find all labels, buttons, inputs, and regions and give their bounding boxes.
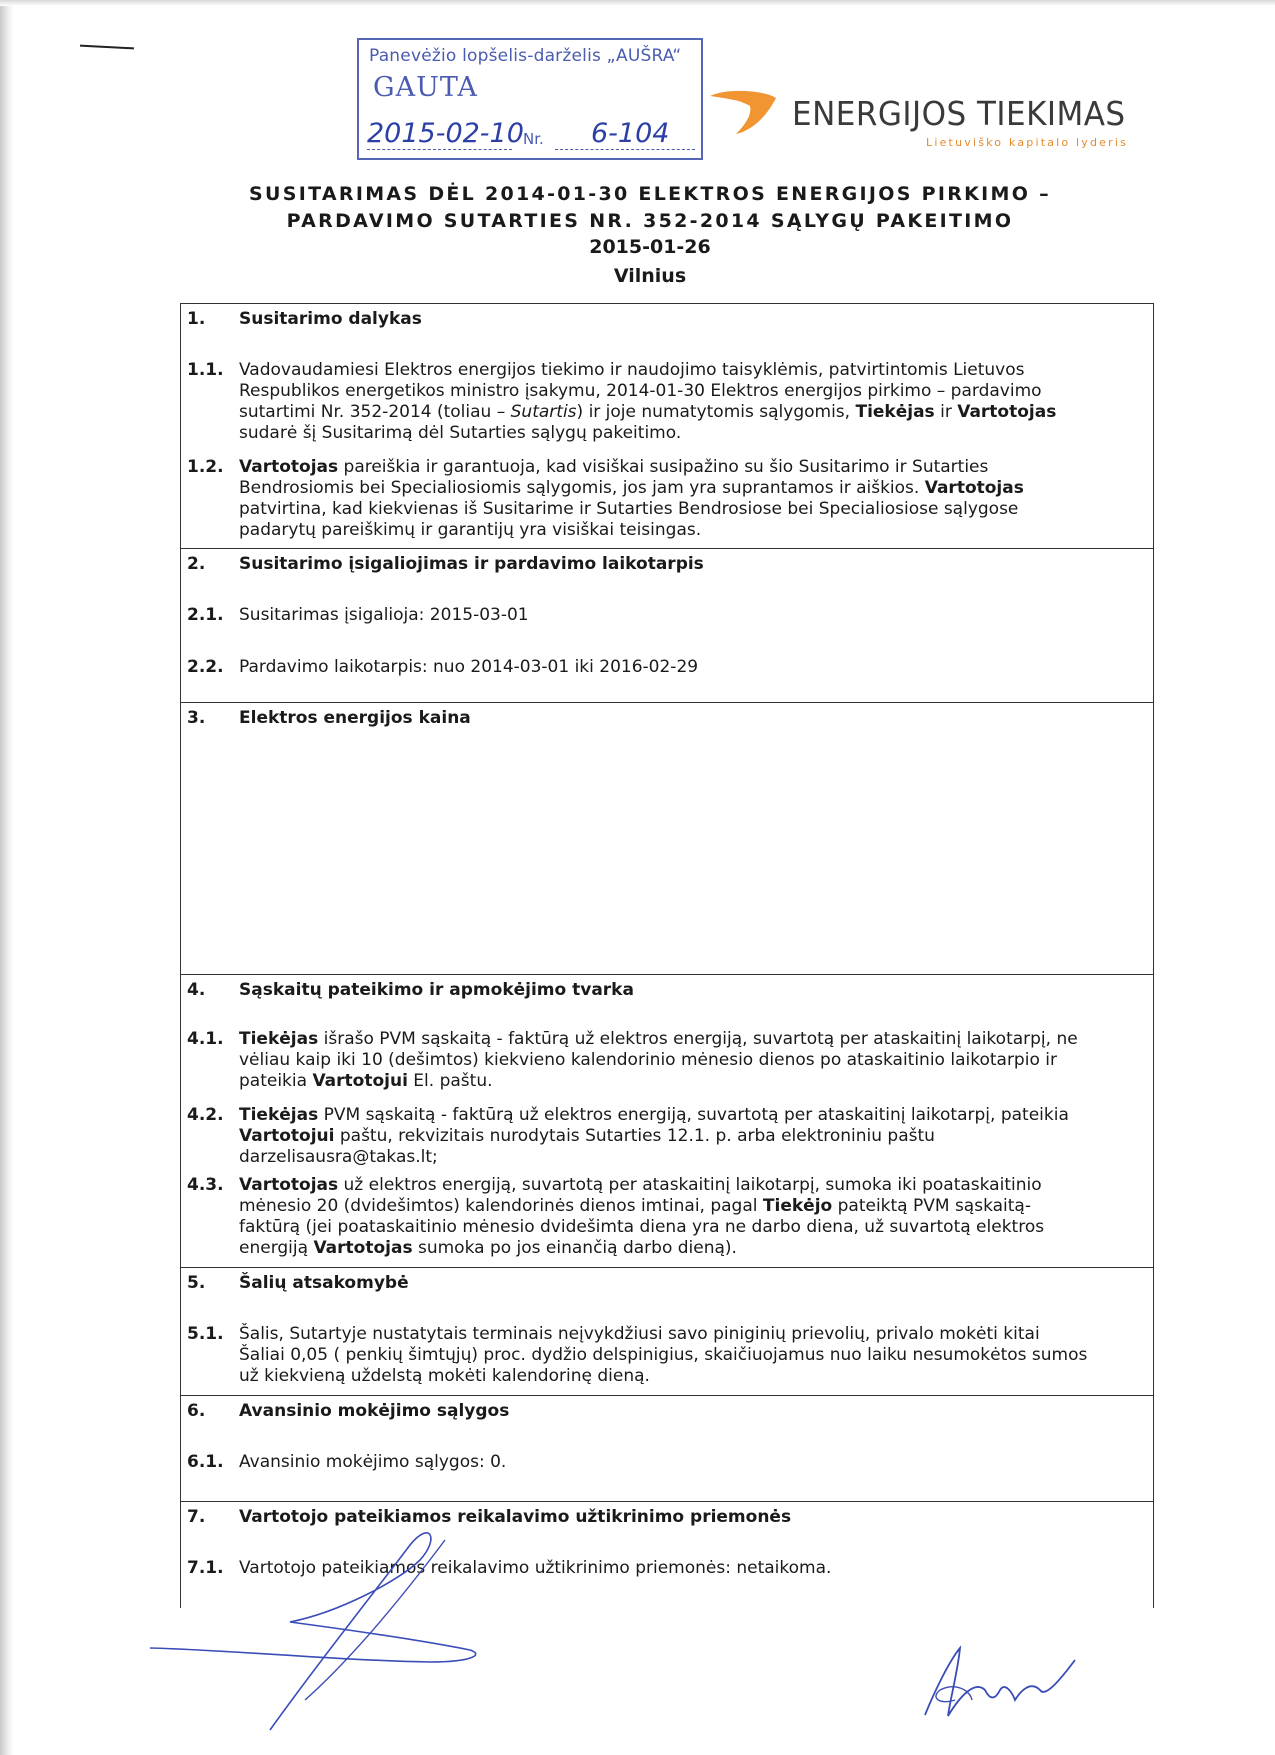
clause-text-part: El. paštu.	[407, 1071, 493, 1091]
clause-number: 4.2.	[187, 1105, 224, 1125]
tiekejas-term: Tiekėjas	[239, 1029, 319, 1049]
email-address: darzelisausra@takas.lt;	[239, 1147, 438, 1167]
clause-line: už kiekvieną uždelstą mokėti kalendorinę dieną.	[239, 1366, 650, 1386]
clause-line	[239, 1105, 1141, 1126]
section-heading: Avansinio mokėjimo sąlygos	[239, 1401, 510, 1421]
tiekejas-term: Tiekėjas	[239, 1105, 319, 1125]
clause-text-part: paštu, rekvizitais nurodytais Sutarties 12.1. p. arba elektroniniu paštu	[334, 1126, 935, 1146]
clause-number: 6.1.	[187, 1452, 224, 1472]
section-number: 6.	[187, 1401, 206, 1421]
clause-text-part: ) ir joje numatytomis sąlygomis,	[576, 402, 856, 422]
clause-text	[239, 360, 1141, 444]
clause-line	[239, 1196, 1141, 1217]
section-5	[180, 1267, 1154, 1396]
title-line-1: SUSITARIMAS DĖL 2014-01-30 ELEKTROS ENERGIJOS PIRKIMO –	[249, 183, 1051, 205]
clause-line: padarytų pareiškimų ir garantijų yra visiškai teisingas.	[239, 520, 702, 540]
clause-line: Vadovaudamiesi Elektros energijos tiekimo ir naudojimo taisyklėmis, patvirtintomis Lietuvos	[239, 360, 1025, 380]
section-2	[180, 548, 1154, 703]
clause-text-part: pateiktą PVM sąskaitą-	[832, 1196, 1031, 1216]
clause-text-part: išrašo PVM sąskaitą - faktūrą už elektros energiją, suvartotą per ataskaitinį laikotarpį, ne	[318, 1029, 1078, 1049]
title-line-2: PARDAVIMO SUTARTIES NR. 352-2014 SĄLYGŲ PAKEITIMO	[286, 210, 1014, 232]
clause-line	[239, 1071, 1141, 1092]
clause-line	[239, 457, 1141, 478]
energijos-tiekimas-logo-icon	[706, 84, 786, 144]
section-3	[180, 702, 1154, 975]
stamp-date: 2015-02-10	[367, 118, 524, 149]
section-heading: Susitarimo įsigaliojimas ir pardavimo laikotarpis	[239, 554, 704, 574]
clause-text-part: energiją	[239, 1238, 314, 1258]
clause-text-part: mėnesio 20 (dvidešimtos) kalendorinės dienos imtinai, pagal	[239, 1196, 763, 1216]
logo-tagline: Lietuviško kapitalo lyderis	[926, 136, 1129, 149]
section-4	[180, 974, 1154, 1268]
section-heading: Sąskaitų pateikimo ir apmokėjimo tvarka	[239, 980, 634, 1000]
clause-number: 5.1.	[187, 1324, 224, 1344]
tiekejas-term: Tiekėjas	[855, 402, 935, 422]
clause-line: Šaliai 0,05 ( penkių šimtųjų) proc. dydžio delspinigius, skaičiuojamus nuo laiku nesumokėtos sumos	[239, 1345, 1088, 1365]
received-stamp	[357, 38, 703, 160]
clause-number: 7.1.	[187, 1558, 224, 1578]
clause-line: sudarė šį Susitarimą dėl Sutarties sąlygų pakeitimo.	[239, 423, 682, 443]
pen-dash-mark	[80, 45, 134, 50]
clause-number: 2.2.	[187, 657, 224, 677]
clause-line: faktūrą (jei poataskaitinio mėnesio dvidešimta diena yra ne darbo diena, už suvartotą elektros	[239, 1217, 1045, 1237]
clause-line	[239, 1029, 1141, 1050]
clause-text: Vartotojo pateikiamos reikalavimo užtikrinimo priemonės: netaikoma.	[239, 1558, 832, 1578]
vartotojas-term: Vartotojas	[313, 1238, 413, 1258]
clause-text	[239, 1105, 1141, 1168]
tiekejo-term: Tiekėjo	[762, 1196, 833, 1216]
clause-text-part: sumoka po jos einančią darbo dieną).	[412, 1238, 737, 1258]
clause-text	[239, 1175, 1141, 1259]
clause-text	[239, 457, 1141, 541]
signature-right-loop	[936, 1687, 972, 1702]
clause-text-part: Bendrosiomis bei Specialiosiomis sąlygomis, jos jam yra suprantamos ir aiškios.	[239, 478, 925, 498]
vartotojas-term: Vartotojas	[924, 478, 1024, 498]
clause-line: Respublikos energetikos ministro įsakymu, 2014-01-30 Elektros energijos pirkimo – pardavimo	[239, 381, 1042, 401]
vartotojui-term: Vartotojui	[239, 1126, 335, 1146]
clause-line	[239, 1126, 1141, 1147]
clause-number: 2.1.	[187, 605, 224, 625]
clause-text-part: pateikia	[239, 1071, 313, 1091]
stamp-number: 6-104	[591, 118, 670, 149]
document-city: Vilnius	[613, 265, 687, 287]
stamp-date-line	[367, 149, 512, 150]
section-number: 4.	[187, 980, 206, 1000]
clause-line	[239, 1238, 1141, 1259]
clause-line	[239, 402, 1141, 423]
section-7	[180, 1501, 1154, 1608]
section-heading: Susitarimo dalykas	[239, 309, 422, 329]
clause-line	[239, 1175, 1141, 1196]
section-heading: Šalių atsakomybė	[239, 1273, 409, 1293]
section-6	[180, 1395, 1154, 1502]
clause-text-part: ir	[934, 402, 958, 422]
document-date: 2015-01-26	[589, 236, 711, 258]
clause-number: 1.1.	[187, 360, 224, 380]
clause-line: vėliau kaip iki 10 (dešimtos) kiekvieno kalendorinio mėnesio dienos po ataskaitinio laikotarpio ir	[239, 1050, 1057, 1070]
stamp-nr-label: Nr.	[523, 130, 544, 148]
clause-number: 4.3.	[187, 1175, 224, 1195]
clause-text-part: PVM sąskaitą - faktūrą už elektros energiją, suvartotą per ataskaitinį laikotarpį, pateikia	[318, 1105, 1069, 1125]
clause-number: 4.1.	[187, 1029, 224, 1049]
vartotojas-term: Vartotojas	[239, 457, 339, 477]
clause-text	[239, 1029, 1141, 1092]
clause-line: patvirtina, kad kiekvienas iš Susitarime ir Sutarties Bendrosiose bei Specialiosiose sąlygose	[239, 499, 1019, 519]
clause-text-part: sutartimi Nr. 352-2014 (toliau –	[239, 402, 511, 422]
clause-text: Pardavimo laikotarpis: nuo 2014-03-01 iki 2016-02-29	[239, 657, 699, 677]
clause-number: 1.2.	[187, 457, 224, 477]
section-number: 3.	[187, 708, 206, 728]
section-1	[180, 303, 1154, 549]
section-number: 5.	[187, 1273, 206, 1293]
vartotojui-term: Vartotojui	[312, 1071, 408, 1091]
stamp-number-line	[555, 149, 695, 150]
clause-text: Avansinio mokėjimo sąlygos: 0.	[239, 1452, 507, 1472]
section-heading: Vartotojo pateikiamos reikalavimo užtikrinimo priemonės	[239, 1507, 792, 1527]
stamp-institution: Panevėžio lopšelis-darželis „AUŠRA“	[369, 46, 682, 66]
sutartis-term: Sutartis	[510, 402, 577, 422]
scan-top-shadow	[0, 0, 1275, 6]
clause-text-part: už elektros energiją, suvartotą per ataskaitinį laikotarpį, sumoka iki poataskaitinio	[338, 1175, 1042, 1195]
scan-edge-shadow	[0, 0, 14, 1755]
clause-text: Susitarimas įsigalioja: 2015-03-01	[239, 605, 529, 625]
clause-text	[239, 1324, 1141, 1387]
logo-name: ENERGIJOS TIEKIMAS	[792, 94, 1126, 133]
vartotojas-term: Vartotojas	[239, 1175, 339, 1195]
clause-line: Šalis, Sutartyje nustatytais terminais neįvykdžiusi savo piniginių prievolių, privalo mokėti kitai	[239, 1324, 1040, 1344]
vartotojas-term: Vartotojas	[957, 402, 1057, 422]
section-number: 1.	[187, 309, 206, 329]
document-title	[180, 181, 1120, 235]
clause-line	[239, 478, 1141, 499]
clause-text-part: pareiškia ir garantuoja, kad visiškai susipažino su šio Susitarimo ir Sutarties	[338, 457, 989, 477]
signature-right	[925, 1648, 1075, 1716]
stamp-received-label: GAUTA	[373, 72, 478, 103]
section-number: 7.	[187, 1507, 206, 1527]
section-heading: Elektros energijos kaina	[239, 708, 471, 728]
section-number: 2.	[187, 554, 206, 574]
